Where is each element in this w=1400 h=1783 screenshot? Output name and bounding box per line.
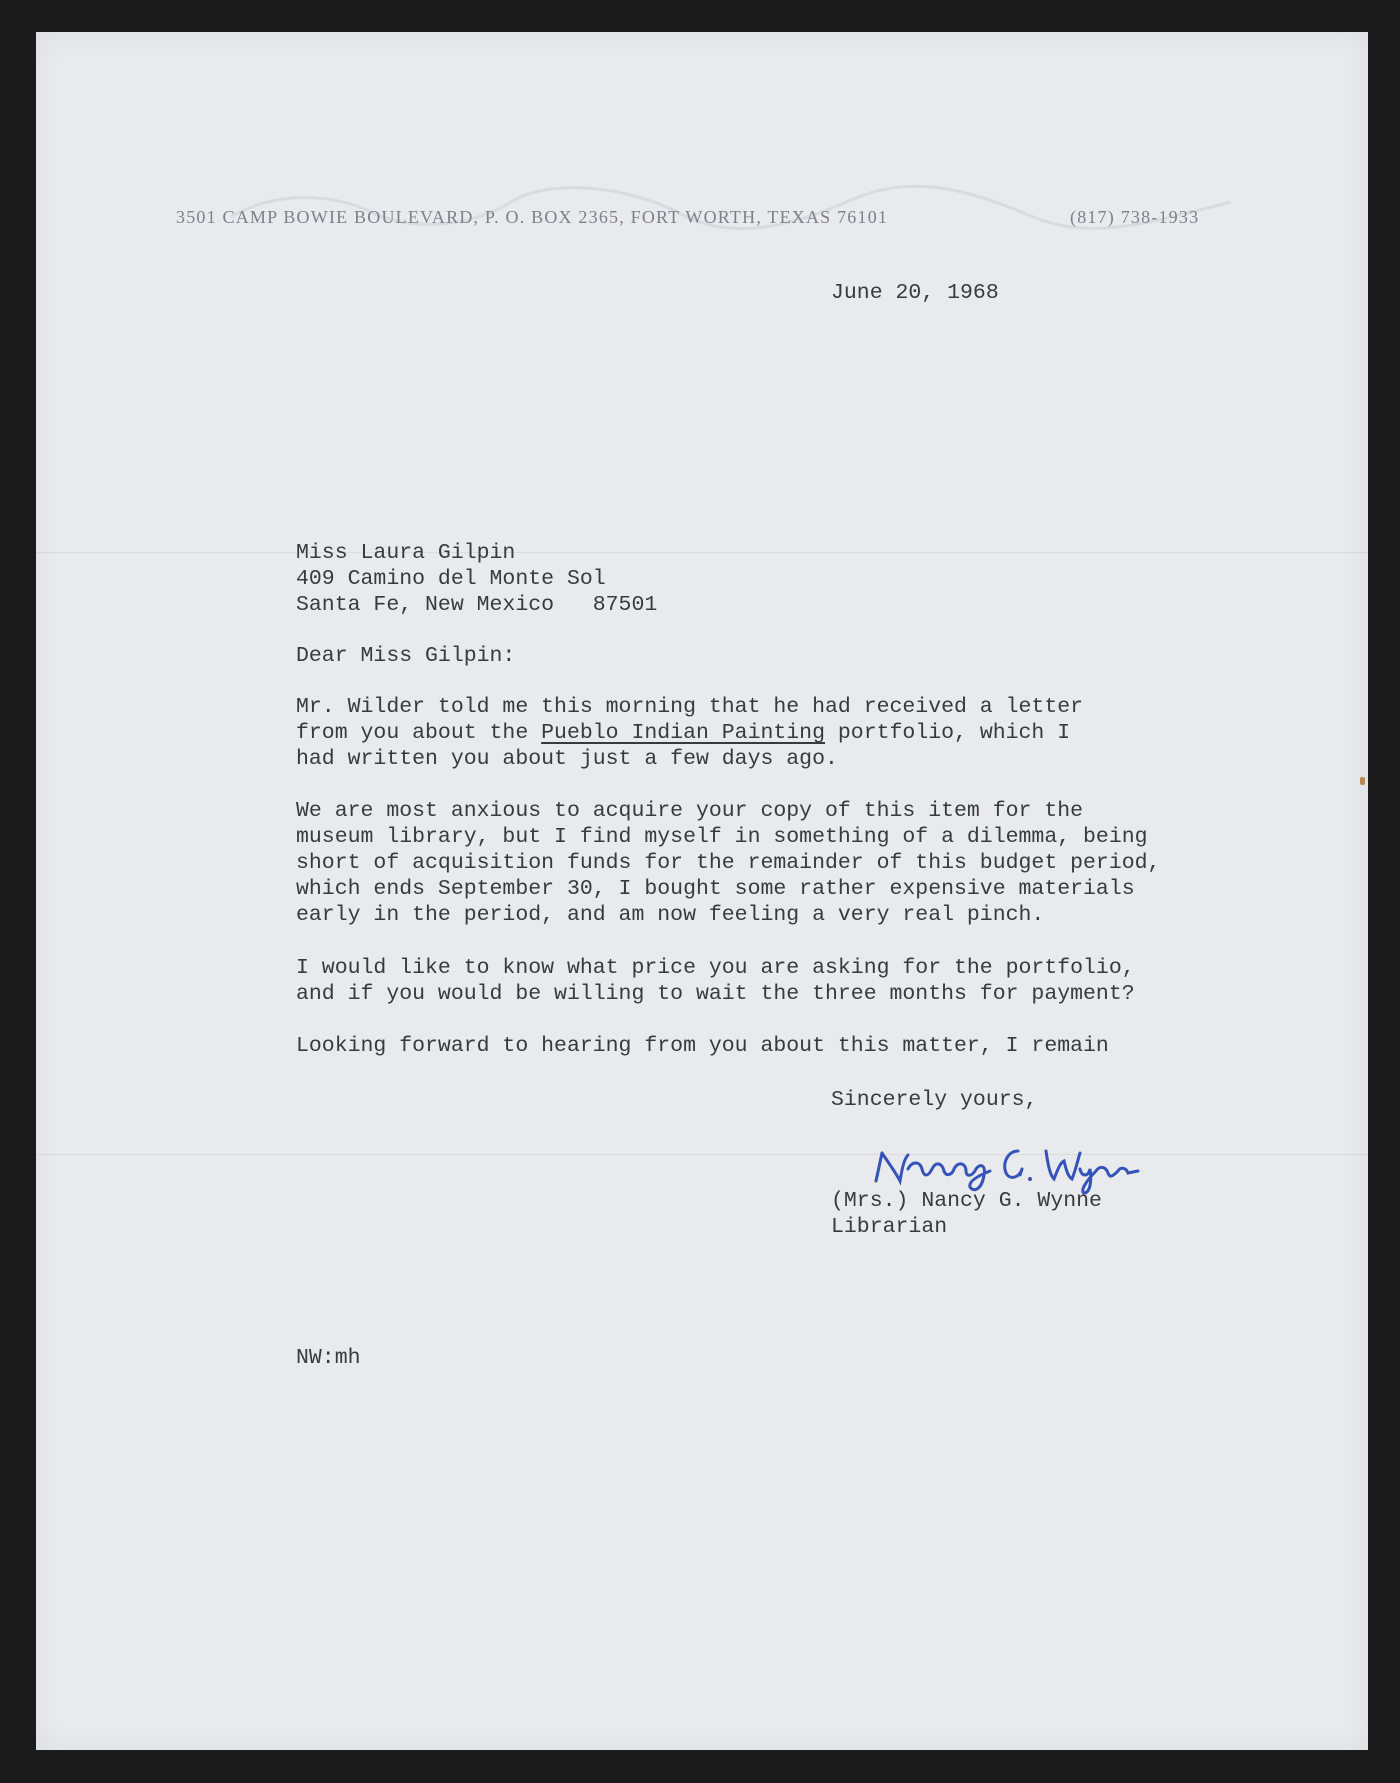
- paragraph-1-line: had written you about just a few days ago.: [296, 747, 838, 771]
- paragraph-1-line: [296, 720, 1083, 746]
- portfolio-title: Pueblo Indian Painting: [541, 721, 825, 745]
- text-span: portfolio, which I: [825, 721, 1071, 745]
- paragraph-2-line: We are most anxious to acquire your copy of this item for the: [296, 799, 1084, 823]
- paragraph-2-line: short of acquisition funds for the remainder of this budget period,: [296, 851, 1161, 875]
- paragraph-3-line: I would like to know what price you are asking for the portfolio,: [296, 956, 1135, 980]
- letter-date: June 20, 1968: [831, 281, 999, 305]
- letterhead-address: 3501 CAMP BOWIE BOULEVARD, P. O. BOX 2365, FORT WORTH, TEXAS 76101: [176, 207, 889, 227]
- typist-initials: NW:mh: [296, 1346, 361, 1370]
- recipient-city: Santa Fe, New Mexico 87501: [296, 593, 658, 617]
- signer-name: (Mrs.) Nancy G. Wynne: [831, 1189, 1102, 1213]
- paragraph-2-line: early in the period, and am now feeling a very real pinch.: [296, 903, 1045, 927]
- closing: Sincerely yours,: [831, 1088, 1038, 1112]
- handwritten-signature: [870, 1125, 1140, 1195]
- paragraph-1: [296, 694, 1083, 772]
- paragraph-1-line: Mr. Wilder told me this morning that he had received a letter: [296, 695, 1084, 719]
- text-span: from you about the: [296, 721, 542, 745]
- paragraph-3-line: and if you would be willing to wait the three months for payment?: [296, 982, 1135, 1006]
- paragraph-2-line: museum library, but I find myself in something of a dilemma, being: [296, 825, 1148, 849]
- signer-title: Librarian: [831, 1215, 948, 1239]
- salutation: Dear Miss Gilpin:: [296, 644, 516, 668]
- recipient-name: Miss Laura Gilpin: [296, 541, 516, 565]
- fold-line: [36, 1154, 1368, 1155]
- recipient-address: [296, 540, 657, 618]
- paragraph-2-line: which ends September 30, I bought some rather expensive materials: [296, 877, 1135, 901]
- recipient-street: 409 Camino del Monte Sol: [296, 567, 606, 591]
- paragraph-2: [296, 798, 1160, 928]
- paper-stain: [1360, 777, 1365, 785]
- paragraph-3: [296, 955, 1135, 1007]
- paragraph-4: Looking forward to hearing from you about this matter, I remain: [296, 1034, 1109, 1058]
- letterhead-phone: (817) 738-1933: [1070, 207, 1200, 227]
- fold-line: [36, 552, 1368, 553]
